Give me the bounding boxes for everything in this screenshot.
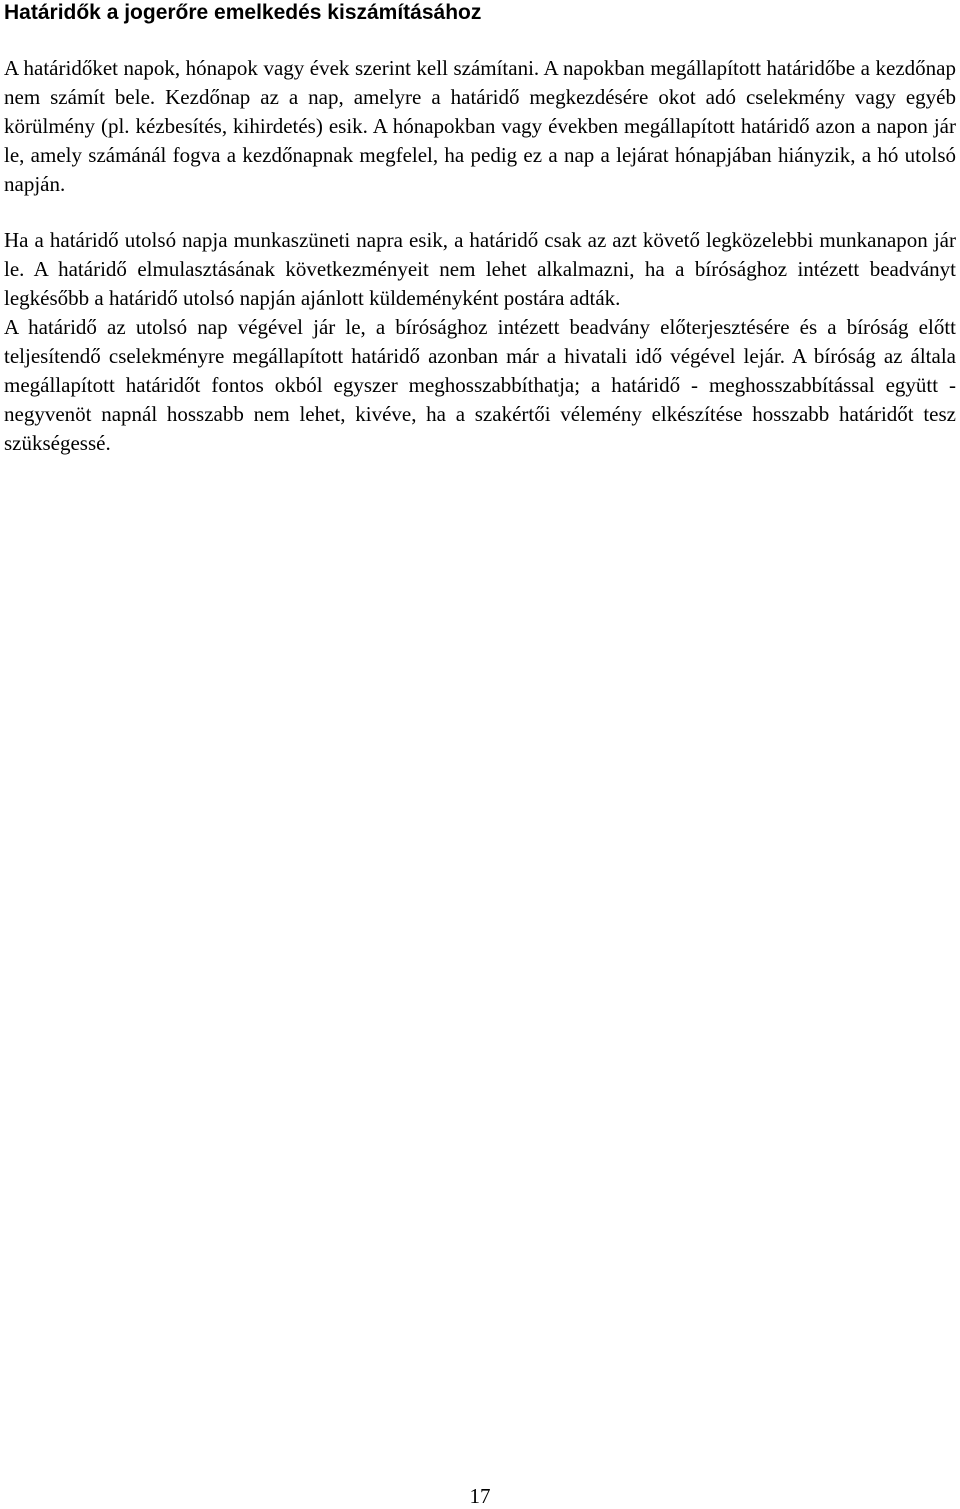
paragraph-holiday-rule: Ha a határidő utolsó napja munkaszüneti napra esik, a határidő csak az azt követő legközelebbi munkanapon jár le. A határidő elmulasztásának következményeit nem lehet alkalmazni, ha a bírósághoz intézett beadványt legkésőbb a határidő utolsó napján ajánlott küldeményként postára adták. bbox=[4, 228, 956, 310]
document-heading: Határidők a jogerőre emelkedés kiszámításához bbox=[4, 1, 482, 24]
document-page bbox=[4, 0, 956, 1509]
paragraph-deadline-calculation: A határidőket napok, hónapok vagy évek szerint kell számítani. A napokban megállapított határidőbe a kezdőnap nem számít bele. Kezdőnap az a nap, amelyre a határidő megkezdésére okot adó cselekmény vagy egyéb körülmény (pl. kézbesítés, kihirdetés) esik. A hónapokban vagy években megállapított határidő azon a napon jár le, amely számánál fogva a kezdőnapnak megfelel, ha pedig ez a nap a lejárat hónapjában hiányzik, a hó utolsó napján. bbox=[4, 56, 956, 196]
page-number: 17 bbox=[469, 1484, 491, 1508]
paragraph-deadline-extension: A határidő az utolsó nap végével jár le, a bírósághoz intézett beadvány előterjesztésére és a bíróság előtt teljesítendő cselekményre megállapított határidő azonban már a hivatali idő végével lejár. A bíróság az általa megállapított határidőt fontos okból egyszer meghosszabbíthatja; a határidő - meghosszabbítással együtt - negyvenöt napnál hosszabb nem lehet, kivéve, ha a szakértői vélemény elkészítése hosszabb határidőt tesz szükségessé. bbox=[4, 315, 956, 455]
